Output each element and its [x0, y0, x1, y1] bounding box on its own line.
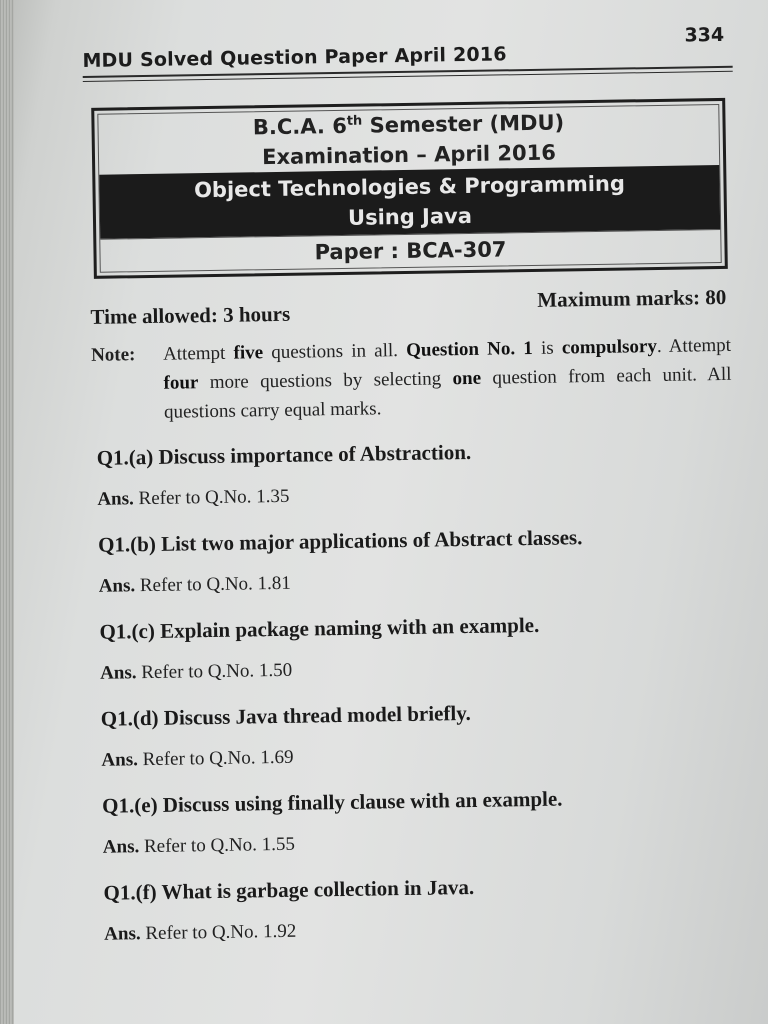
examination-date: Examination – April 2016 — [261, 140, 557, 170]
question-1f: Q1.(f) What is garbage collection in Java. — [103, 874, 475, 905]
note-bold-four: four — [163, 372, 199, 394]
instructions-note — [87, 331, 738, 428]
exam-title-inner — [97, 104, 721, 273]
note-label: Note: — [90, 344, 136, 366]
question-1a: Q1.(a) Discuss importance of Abstraction. — [96, 439, 472, 470]
note-bold-one: one — [452, 367, 482, 390]
answer-label: Ans. — [98, 575, 136, 597]
paper-code: Paper : BCA-307 — [100, 229, 720, 272]
page-content — [82, 20, 747, 966]
answer-1c — [100, 650, 742, 688]
note-text — [163, 331, 738, 427]
page-number: 334 — [684, 23, 725, 47]
subject-band — [99, 165, 720, 239]
note-text-2: questions in all. — [262, 339, 407, 364]
exam-title-box — [91, 98, 728, 279]
question-1e: Q1.(e) Discuss using finally clause with an example. — [101, 786, 563, 818]
exam-meta — [86, 285, 737, 335]
course-semester-post: Semester (MDU) — [362, 110, 565, 138]
answer-1b — [99, 563, 741, 601]
note-text-4: . Attempt — [656, 334, 732, 358]
answer-text: Refer to Q.No. 1.69 — [137, 746, 294, 771]
note-text-6: question from each unit. All questions carry equal marks. — [163, 363, 732, 423]
note-text-1: Attempt — [162, 342, 234, 365]
answer-1e — [103, 824, 745, 862]
running-head-title: MDU Solved Question Paper April 2016 — [82, 43, 507, 72]
question-list — [89, 434, 747, 949]
answer-1a — [97, 476, 739, 514]
course-semester-pre: B.C.A. 6 — [252, 113, 348, 140]
note-text-3: is — [532, 337, 563, 359]
answer-text: Refer to Q.No. 1.50 — [136, 659, 293, 684]
answer-text: Refer to Q.No. 1.92 — [140, 920, 297, 945]
answer-1d — [101, 737, 743, 775]
course-semester-sup: th — [346, 113, 363, 129]
subject-line-2: Using Java — [347, 203, 473, 230]
answer-text: Refer to Q.No. 1.55 — [139, 833, 296, 858]
answer-label: Ans. — [102, 836, 140, 858]
answer-label: Ans. — [97, 488, 134, 510]
answer-label: Ans. — [101, 749, 139, 771]
question-1d: Q1.(d) Discuss Java thread model briefly. — [100, 700, 472, 731]
running-head — [82, 20, 733, 74]
subject-line-1: Object Technologies & Programming — [193, 171, 626, 203]
note-bold-question-1: Question No. 1 — [405, 337, 533, 361]
note-bold-compulsory: compulsory — [561, 336, 658, 359]
answer-label: Ans. — [99, 662, 137, 684]
answer-text: Refer to Q.No. 1.35 — [133, 485, 290, 510]
question-1c: Q1.(c) Explain package naming with an example. — [99, 612, 540, 644]
maximum-marks: Maximum marks: 80 — [537, 284, 727, 312]
answer-text: Refer to Q.No. 1.81 — [135, 572, 291, 597]
page-edge-stack — [0, 0, 14, 1024]
question-1b: Q1.(b) List two major applications of Abstract classes. — [97, 525, 583, 557]
time-allowed: Time allowed: 3 hours — [90, 301, 291, 329]
answer-1f — [104, 911, 746, 949]
answer-label: Ans. — [104, 923, 141, 945]
note-text-5: more questions by selecting — [198, 368, 453, 394]
note-bold-five: five — [233, 342, 264, 364]
